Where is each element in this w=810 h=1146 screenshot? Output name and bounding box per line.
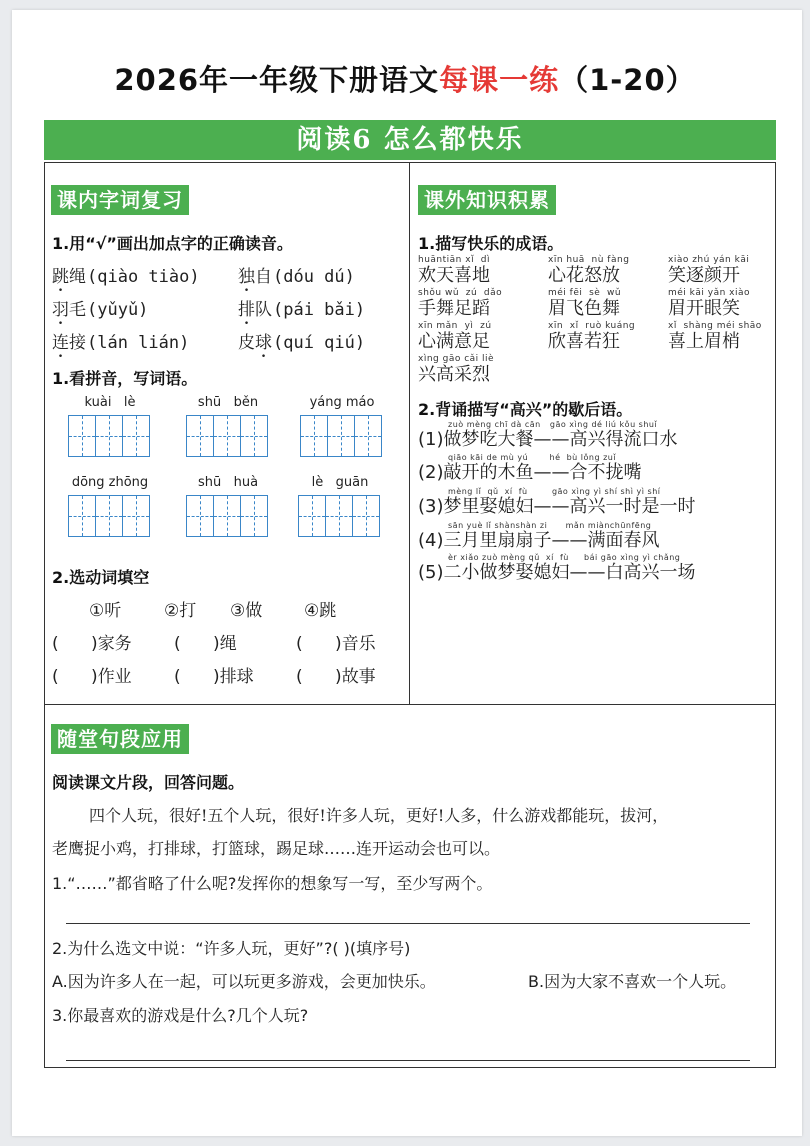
idiom-item bbox=[548, 255, 629, 286]
column-divider bbox=[409, 162, 410, 705]
xiehouyu-pinyin: mèng lǐ qǔ xí fù gāo xìng yì shí shì yì shí bbox=[448, 487, 661, 496]
verb-option: ④跳 bbox=[304, 601, 337, 621]
idiom-item bbox=[418, 288, 502, 319]
character-grid[interactable] bbox=[298, 495, 379, 537]
idiom-pinyin: méi fēi sè wǔ bbox=[548, 288, 622, 298]
left-section-title: 课内字词复习 bbox=[51, 185, 189, 215]
xiehouyu-text: (1)做梦吃大餐——高兴得流口水 bbox=[418, 429, 678, 450]
grid-cell[interactable] bbox=[68, 415, 96, 457]
grid-cell[interactable] bbox=[122, 415, 150, 457]
answer-line-3[interactable] bbox=[66, 1060, 750, 1061]
xiehouyu-item bbox=[418, 453, 642, 483]
word-char: 接 bbox=[69, 333, 86, 353]
pinyin-label: shū běn bbox=[197, 395, 259, 410]
word-char: 跳 bbox=[52, 267, 69, 287]
pinyin-options[interactable]: (yǔyǔ) bbox=[87, 300, 149, 320]
xiehouyu-text: (4)三月里扇扇子——满面春风 bbox=[418, 530, 660, 551]
pronunciation-item bbox=[238, 295, 365, 320]
grid-cell[interactable] bbox=[186, 495, 214, 537]
title-suffix: （1-20） bbox=[559, 63, 696, 97]
pinyin-label: lè guān bbox=[311, 475, 369, 490]
grid-cell[interactable] bbox=[68, 495, 96, 537]
grid-cell[interactable] bbox=[354, 415, 382, 457]
xiehouyu-pinyin: qiāo kāi de mù yú hé bù lǒng zuǐ bbox=[448, 453, 617, 462]
verb-option: ①听 bbox=[89, 601, 122, 621]
grid-cell[interactable] bbox=[95, 495, 123, 537]
xiehouyu-item bbox=[418, 553, 696, 583]
bottom-question-2: 2.为什么选文中说：“许多人玩，更好”?( )(填序号) bbox=[52, 939, 411, 958]
word-char: 独 bbox=[238, 267, 255, 287]
page-title bbox=[0, 58, 810, 99]
character-grid[interactable] bbox=[300, 415, 381, 457]
word-char: 皮 bbox=[238, 333, 255, 353]
idiom-text: 手舞足蹈 bbox=[418, 298, 490, 319]
q2-heading: 1.看拼音，写词语。 bbox=[52, 369, 198, 388]
xiehouyu-pinyin: èr xiǎo zuò mèng qǔ xí fù bái gāo xìng yì chǎng bbox=[448, 553, 681, 562]
pinyin-label: kuài lè bbox=[84, 395, 136, 410]
idiom-pinyin: huāntiān xǐ dì bbox=[418, 255, 490, 265]
idiom-item bbox=[548, 321, 635, 352]
idiom-pinyin: xìng gāo cǎi liè bbox=[418, 354, 495, 364]
character-grid[interactable] bbox=[68, 495, 149, 537]
pronunciation-item bbox=[52, 295, 148, 320]
fill-blank[interactable]: ( )故事 bbox=[296, 667, 376, 687]
word-char: 连 bbox=[52, 333, 69, 353]
word-char: 球 bbox=[255, 333, 272, 353]
xiehouyu-text: (2)敲开的木鱼——合不拢嘴 bbox=[418, 462, 642, 483]
idiom-item bbox=[418, 354, 494, 385]
fill-blank[interactable]: ( )绳 bbox=[174, 634, 237, 654]
fill-blank[interactable]: ( )作业 bbox=[52, 667, 132, 687]
reading-instruction: 阅读课文片段，回答问题。 bbox=[52, 773, 245, 792]
idiom-text: 喜上眉梢 bbox=[668, 331, 740, 352]
idiom-pinyin: xīn xǐ ruò kuáng bbox=[548, 321, 636, 331]
word-char: 绳 bbox=[69, 267, 86, 287]
option-b: B.因为大家不喜欢一个人玩。 bbox=[528, 972, 737, 991]
pinyin-options[interactable]: (qiào tiào) bbox=[87, 267, 200, 287]
right-section-title: 课外知识积累 bbox=[418, 185, 556, 215]
title-highlight: 每课一练 bbox=[439, 63, 560, 97]
word-char: 羽 bbox=[52, 300, 69, 320]
pinyin-options[interactable]: (quí qiú) bbox=[273, 333, 366, 353]
fill-blank[interactable]: ( )音乐 bbox=[296, 634, 376, 654]
idiom-item bbox=[668, 288, 750, 319]
pinyin-options[interactable]: (lán lián) bbox=[87, 333, 190, 353]
idiom-text: 心满意足 bbox=[418, 331, 490, 352]
idiom-pinyin: xīn mǎn yì zú bbox=[418, 321, 492, 331]
passage-line-2: 老鹰捉小鸡，打排球，打篮球，踢足球……连开运动会也可以。 bbox=[52, 839, 501, 858]
xiehouyu-text: (5)二小做梦娶媳妇——白高兴一场 bbox=[418, 562, 696, 583]
idiom-item bbox=[548, 288, 621, 319]
xiehouyu-item bbox=[418, 521, 660, 551]
grid-cell[interactable] bbox=[186, 415, 214, 457]
pinyin-options[interactable]: (dóu dú) bbox=[273, 267, 355, 287]
xiehouyu-text: (3)梦里娶媳妇——高兴一时是一时 bbox=[418, 496, 696, 517]
idiom-pinyin: xiào zhú yán kāi bbox=[668, 255, 750, 265]
verb-option: ②打 bbox=[164, 601, 197, 621]
option-a: A.因为许多人在一起，可以玩更多游戏，会更加快乐。 bbox=[52, 972, 436, 991]
word-char: 队 bbox=[255, 300, 272, 320]
idiom-pinyin: xīn huā nù fàng bbox=[548, 255, 630, 265]
grid-cell[interactable] bbox=[352, 495, 380, 537]
grid-cell[interactable] bbox=[325, 495, 353, 537]
answer-line-1[interactable] bbox=[66, 923, 750, 924]
idiom-text: 心花怒放 bbox=[548, 265, 620, 286]
pronunciation-item bbox=[52, 262, 200, 287]
idiom-text: 眉飞色舞 bbox=[548, 298, 620, 319]
pinyin-label: dōng zhōng bbox=[71, 475, 149, 490]
grid-cell[interactable] bbox=[240, 415, 268, 457]
pronunciation-item bbox=[52, 328, 189, 353]
character-grid[interactable] bbox=[186, 495, 267, 537]
grid-cell[interactable] bbox=[240, 495, 268, 537]
word-char: 排 bbox=[238, 300, 255, 320]
verb-option: ③做 bbox=[230, 601, 263, 621]
idiom-pinyin: méi kāi yǎn xiào bbox=[668, 288, 751, 298]
grid-cell[interactable] bbox=[298, 495, 326, 537]
lesson-banner: 阅读6 怎么都快乐 bbox=[44, 120, 776, 160]
idiom-text: 兴高采烈 bbox=[418, 364, 490, 385]
pinyin-label: yáng máo bbox=[309, 395, 375, 410]
bottom-question-3: 3.你最喜欢的游戏是什么?几个人玩? bbox=[52, 1006, 309, 1025]
word-char: 毛 bbox=[69, 300, 86, 320]
character-grid[interactable] bbox=[68, 415, 149, 457]
idioms-heading: 1.描写快乐的成语。 bbox=[418, 234, 564, 253]
fill-blank[interactable]: ( )家务 bbox=[52, 634, 132, 654]
grid-cell[interactable] bbox=[213, 415, 241, 457]
pinyin-options[interactable]: (pái bǎi) bbox=[273, 300, 366, 320]
xiehouyu-item bbox=[418, 487, 696, 517]
word-char: 自 bbox=[255, 267, 272, 287]
xiehouyu-item bbox=[418, 420, 678, 450]
fill-blank[interactable]: ( )排球 bbox=[174, 667, 254, 687]
grid-cell[interactable] bbox=[213, 495, 241, 537]
idiom-item bbox=[418, 321, 492, 352]
q1-heading: 1.用“√”画出加点字的正确读音。 bbox=[52, 234, 293, 253]
pronunciation-item bbox=[238, 328, 365, 353]
grid-cell[interactable] bbox=[95, 415, 123, 457]
idiom-item bbox=[668, 255, 749, 286]
character-grid[interactable] bbox=[186, 415, 267, 457]
grid-cell[interactable] bbox=[327, 415, 355, 457]
idiom-text: 笑逐颜开 bbox=[668, 265, 740, 286]
idiom-text: 欣喜若狂 bbox=[548, 331, 620, 352]
idiom-text: 欢天喜地 bbox=[418, 265, 490, 286]
pronunciation-item bbox=[238, 262, 355, 287]
xiehouyu-pinyin: zuò mèng chī dà cān gāo xìng dé liú kǒu shuǐ bbox=[448, 420, 658, 429]
idiom-text: 眉开眼笑 bbox=[668, 298, 740, 319]
title-prefix: 2026年一年级下册语文 bbox=[114, 63, 440, 97]
bottom-question-1: 1.“……”都省略了什么呢?发挥你的想象写一写，至少写两个。 bbox=[52, 874, 493, 893]
idiom-item bbox=[668, 321, 762, 352]
xiehouyu-pinyin: sān yuè lǐ shànshàn zi mǎn miànchūnfēng bbox=[448, 521, 652, 530]
passage-line-1: 四个人玩，很好!五个人玩，很好!许多人玩，更好!人多，什么游戏都能玩，拔河， bbox=[89, 806, 669, 825]
pinyin-label: shū huà bbox=[197, 475, 259, 490]
idiom-pinyin: xǐ shàng méi shāo bbox=[668, 321, 762, 331]
idiom-item bbox=[418, 255, 490, 286]
xiehouyu-heading: 2.背诵描写“高兴”的歇后语。 bbox=[418, 400, 633, 419]
q3-heading: 2.选动词填空 bbox=[52, 568, 150, 587]
idiom-pinyin: shǒu wǔ zú dǎo bbox=[418, 288, 503, 298]
grid-cell[interactable] bbox=[300, 415, 328, 457]
grid-cell[interactable] bbox=[122, 495, 150, 537]
bottom-section-title: 随堂句段应用 bbox=[51, 724, 189, 754]
